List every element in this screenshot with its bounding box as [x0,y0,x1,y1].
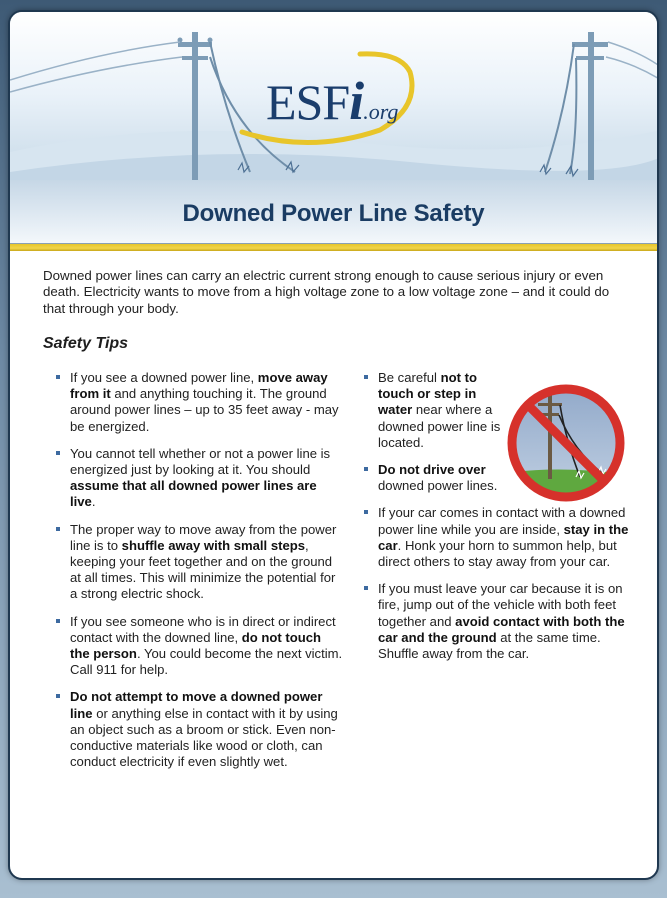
tip-item: Do not attempt to move a downed power line or anything else in contact with it by using an object such as a broom or stick. Even non-conductive materials like wood or cloth, can conduct electricity if even slightly wet. [43,689,343,770]
esfi-logo: ESFi.org [266,71,399,131]
tip-item: Be careful not to touch or step in water near where a downed power line is located. [351,370,501,451]
no-downed-line-warning-icon [504,381,628,505]
tip-item: If you see someone who is in direct or indirect contact with the downed line, do not touch the person. You could become the next victim. Call 911 for help. [43,614,343,679]
tip-item: The proper way to move away from the power line is to shuffle away with small steps, keeping your feet together and on the ground at all times. This will minimize the potential for a strong electric shock. [43,522,343,603]
tip-item: If your car comes in contact with a downed power line while you are inside, stay in the car. Honk your horn to summon help, but direct others to stay away from your car. [351,505,641,570]
flyer-page [8,10,659,880]
page-title: Downed Power Line Safety [182,200,485,227]
tip-item: If you must leave your car because it is on fire, jump out of the vehicle with both feet together and avoid contact with both the car and the ground at the same time. Shuffle away from the car. [351,581,641,662]
tip-item: If you see a downed power line, move away from it and anything touching it. The ground around power lines – up to 35 feet away - may be energized. [43,370,343,435]
left-tips-list [43,370,343,781]
tip-item: You cannot tell whether or not a power line is energized just by looking at it. You should assume that all downed power lines are live. [43,446,343,511]
tip-item: Do not drive over downed power lines. [351,462,501,494]
intro-paragraph: Downed power lines can carry an electric current strong enough to cause serious injury or even death. Electricity wants to move from a high voltage zone to a low voltage zone – and it could do that through your body. [43,268,610,316]
gold-divider [10,243,657,251]
safety-tips-heading: Safety Tips [43,335,129,352]
